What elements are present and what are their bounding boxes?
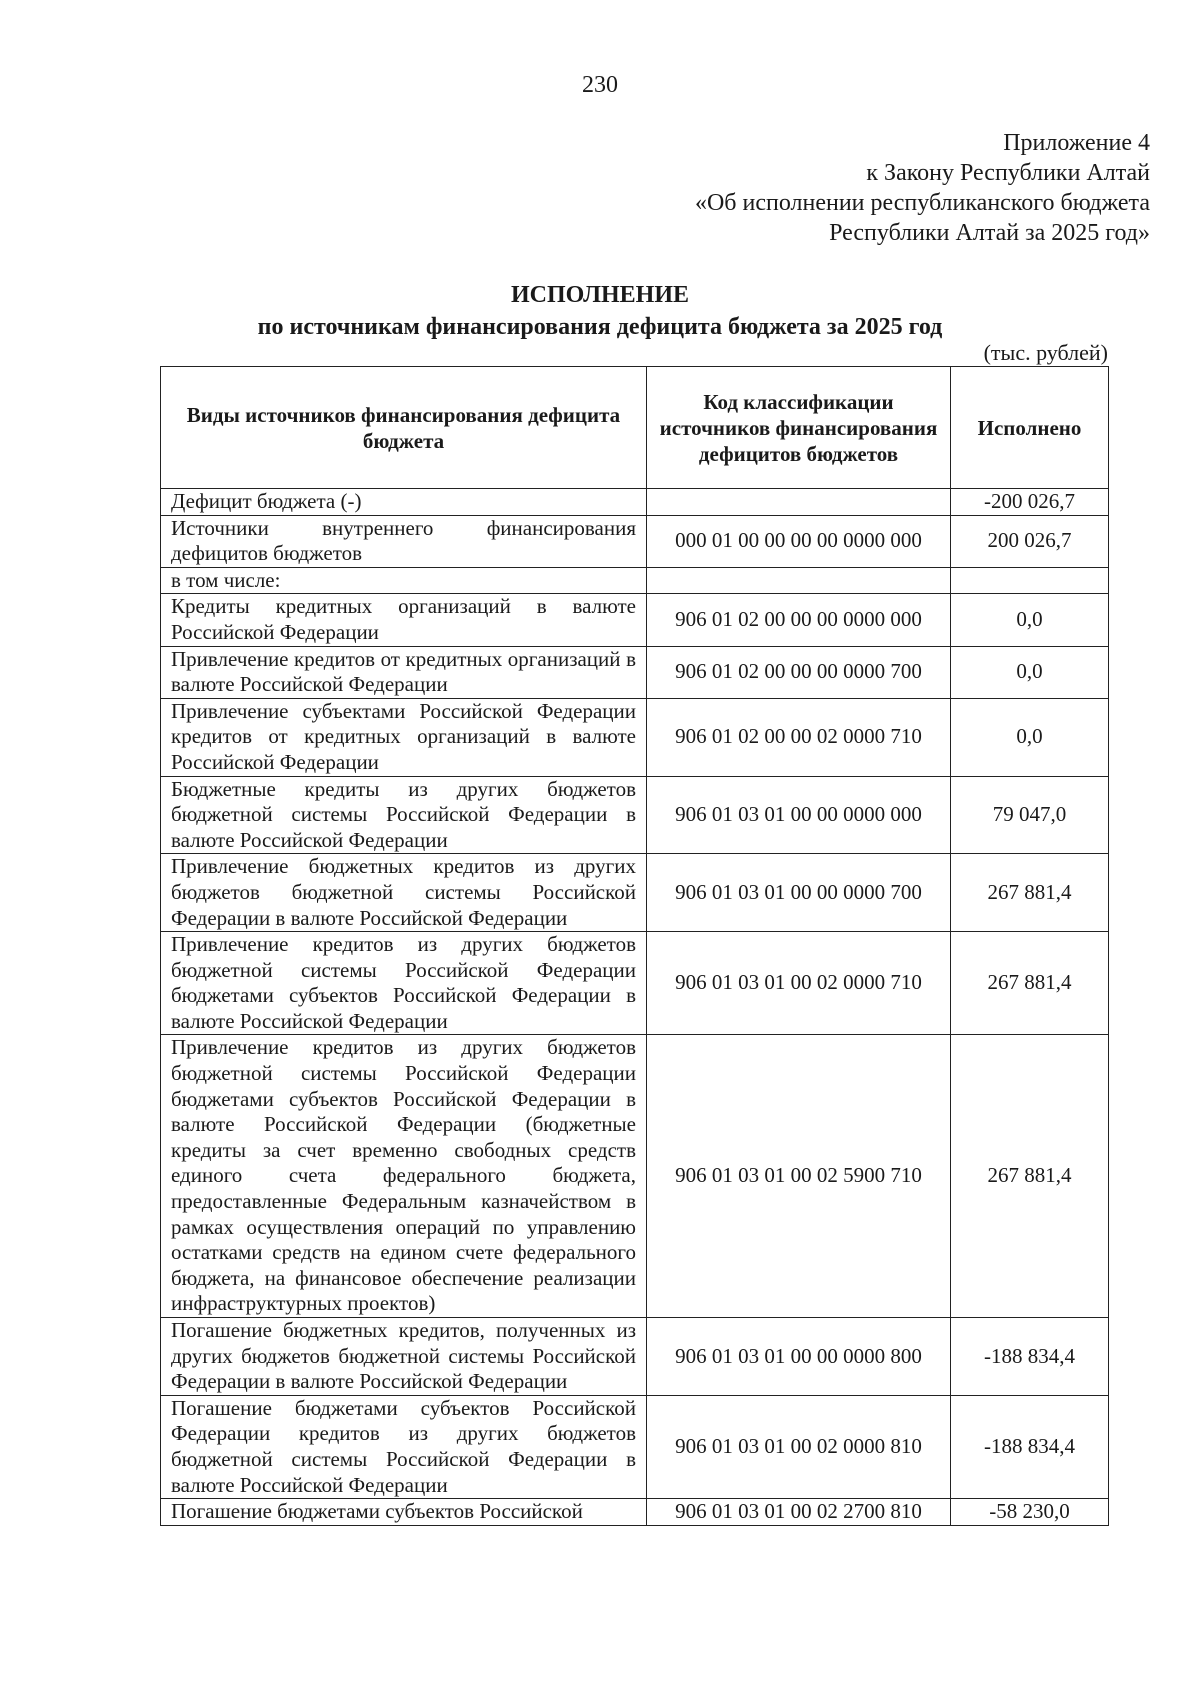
row-name: Источники внутреннего финансирования дефицитов бюджетов <box>161 515 647 567</box>
row-value: -200 026,7 <box>951 489 1109 516</box>
row-value <box>951 567 1109 594</box>
row-value: 267 881,4 <box>951 932 1109 1035</box>
table-row <box>161 854 1109 932</box>
row-code <box>647 489 951 516</box>
row-name: Погашение бюджетами субъектов Российской Федерации кредитов из других бюджетов бюджетной системы Российской Федерации в валюте Российской Федерации <box>161 1395 647 1498</box>
row-code: 906 01 03 01 00 00 0000 800 <box>647 1318 951 1396</box>
table-row <box>161 1499 1109 1526</box>
row-value: 267 881,4 <box>951 1035 1109 1318</box>
row-code: 906 01 02 00 00 02 0000 710 <box>647 698 951 776</box>
row-code: 906 01 03 01 00 00 0000 000 <box>647 776 951 854</box>
document-title: ИСПОЛНЕНИЕ <box>510 282 690 308</box>
row-name: Привлечение субъектами Российской Федерации кредитов от кредитных организаций в валюте Российской Федерации <box>161 698 647 776</box>
row-value: 0,0 <box>951 646 1109 698</box>
table-row <box>161 515 1109 567</box>
row-code: 906 01 03 01 00 00 0000 700 <box>647 854 951 932</box>
row-value: 267 881,4 <box>951 854 1109 932</box>
table-row <box>161 698 1109 776</box>
table-row <box>161 1035 1109 1318</box>
table-header-row <box>161 367 1109 489</box>
appendix-reference <box>695 128 1150 248</box>
row-value: 0,0 <box>951 594 1109 646</box>
header-value: Исполнено <box>951 367 1109 489</box>
row-name: Погашение бюджетами субъектов Российской <box>161 1499 647 1526</box>
table-row <box>161 1318 1109 1396</box>
table-row <box>161 489 1109 516</box>
header-code: Код классификации источников финансирования дефицитов бюджетов <box>647 367 951 489</box>
header-name: Виды источников финансирования дефицита бюджета <box>161 367 647 489</box>
row-name: Дефицит бюджета (-) <box>161 489 647 516</box>
row-code: 906 01 02 00 00 00 0000 000 <box>647 594 951 646</box>
row-name: в том числе: <box>161 567 647 594</box>
appendix-line: к Закону Республики Алтай <box>866 160 1150 186</box>
units-label: (тыс. рублей) <box>983 340 1108 365</box>
row-value: -188 834,4 <box>951 1395 1109 1498</box>
row-name: Привлечение кредитов от кредитных организаций в валюте Российской Федерации <box>161 646 647 698</box>
row-code: 906 01 03 01 00 02 0000 710 <box>647 932 951 1035</box>
row-code: 906 01 03 01 00 02 5900 710 <box>647 1035 951 1318</box>
row-code <box>647 567 951 594</box>
row-value: 200 026,7 <box>951 515 1109 567</box>
row-name: Бюджетные кредиты из других бюджетов бюджетной системы Российской Федерации в валюте Российской Федерации <box>161 776 647 854</box>
table-row <box>161 1395 1109 1498</box>
row-value: 79 047,0 <box>951 776 1109 854</box>
row-code: 906 01 03 01 00 02 2700 810 <box>647 1499 951 1526</box>
table-row <box>161 776 1109 854</box>
row-name: Привлечение бюджетных кредитов из других бюджетов бюджетной системы Российской Федерации в валюте Российской Федерации <box>161 854 647 932</box>
appendix-line: Республики Алтай за 2025 год» <box>829 220 1150 246</box>
financing-sources-table <box>160 366 1109 1526</box>
table-row <box>161 932 1109 1035</box>
appendix-line: «Об исполнении республиканского бюджета <box>694 190 1150 216</box>
page-number: 230 <box>582 72 618 98</box>
row-code: 906 01 03 01 00 02 0000 810 <box>647 1395 951 1498</box>
table-row <box>161 594 1109 646</box>
row-code: 000 01 00 00 00 00 0000 000 <box>647 515 951 567</box>
row-value: 0,0 <box>951 698 1109 776</box>
row-code: 906 01 02 00 00 00 0000 700 <box>647 646 951 698</box>
appendix-line: Приложение 4 <box>1003 130 1150 156</box>
row-name: Кредиты кредитных организаций в валюте Российской Федерации <box>161 594 647 646</box>
row-name: Привлечение кредитов из других бюджетов бюджетной системы Российской Федерации бюджетами субъектов Российской Федерации в валюте Российской Федерации (бюджетные кредиты за счет временно свободных средств единого счета федерального бюджета, предоставленные Федеральным казначейством в рамках осуществления операций по управлению остатками средств на едином счете федерального бюджета, на финансовое обеспечение реализации инфраструктурных проектов) <box>161 1035 647 1318</box>
row-value: -58 230,0 <box>951 1499 1109 1526</box>
row-value: -188 834,4 <box>951 1318 1109 1396</box>
document-subtitle: по источникам финансирования дефицита бюджета за 2025 год <box>257 314 943 340</box>
table-row <box>161 646 1109 698</box>
row-name: Привлечение кредитов из других бюджетов бюджетной системы Российской Федерации бюджетами субъектов Российской Федерации в валюте Российской Федерации <box>161 932 647 1035</box>
row-name: Погашение бюджетных кредитов, полученных из других бюджетов бюджетной системы Российской Федерации в валюте Российской Федерации <box>161 1318 647 1396</box>
table-row <box>161 567 1109 594</box>
